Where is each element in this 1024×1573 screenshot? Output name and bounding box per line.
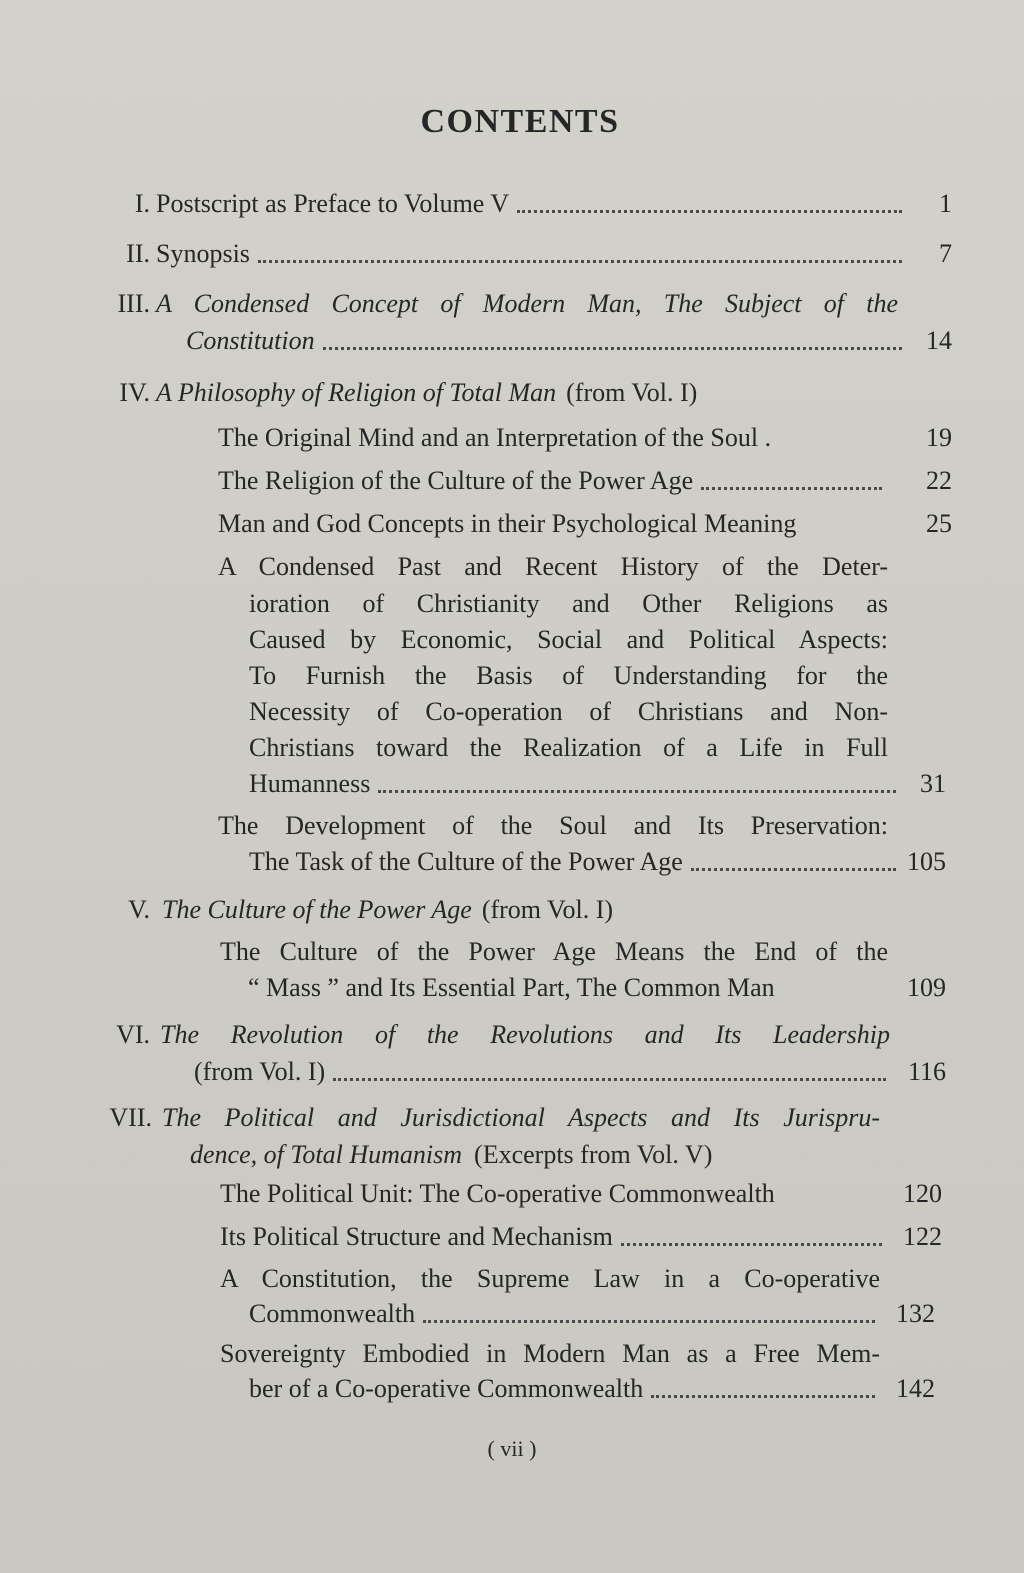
toc-subentry-cont [249, 658, 888, 694]
toc-subentry [220, 1176, 942, 1212]
subentry-title-line: Humanness [249, 769, 371, 798]
toc-subentry-cont [248, 970, 946, 1006]
subentry-title-line: A Condensed Past and Recent History of the Deter- [218, 552, 888, 581]
entry-number: IV. [119, 378, 150, 407]
entry-number: VI. [116, 1020, 150, 1049]
subentry-title-line: The Culture of the Power Age Means the End of the [220, 937, 888, 966]
entry-note: (Excerpts from Vol. V) [474, 1140, 713, 1169]
subentry-title: Man and God Concepts in their Psychological Meaning [218, 509, 797, 538]
page-number: 19 [926, 423, 952, 452]
entry-title: The Culture of the Power Age [162, 895, 472, 924]
dot-leader [517, 210, 902, 213]
dot-leader [691, 868, 896, 871]
toc-entry-vi [100, 1017, 890, 1053]
entry-title: A Philosophy of Religion of Total Man [156, 378, 557, 407]
subentry-title: The Political Unit: The Co-operative Commonwealth [220, 1179, 775, 1208]
toc-subentry [220, 1336, 880, 1372]
toc-subentry [218, 808, 888, 844]
subentry-title: The Religion of the Culture of the Power Age [218, 466, 694, 495]
toc-subentry-cont [249, 1371, 935, 1407]
dot-leader [378, 790, 896, 793]
page-number: 31 [920, 769, 946, 798]
subentry-title: Its Political Structure and Mechanism [220, 1222, 613, 1251]
entry-title-line: A Condensed Concept of Modern Man, The Subject of the [156, 289, 898, 318]
subentry-title-line: “ Mass ” and Its Essential Part, The Common Man [248, 973, 775, 1002]
page-title: CONTENTS [420, 103, 620, 140]
toc-entry-i [100, 186, 952, 222]
entry-note: (from Vol. I) [481, 895, 614, 924]
page-number: 105 [907, 847, 946, 876]
toc-entry-ii [100, 236, 952, 272]
subentry-title-line: Commonwealth [249, 1299, 416, 1328]
toc-subentry-cont [249, 694, 888, 730]
page-number: 142 [896, 1374, 935, 1403]
toc-entry-vii-cont [190, 1137, 890, 1173]
subentry-title-line: ioration of Christianity and Other Religions as [249, 589, 888, 618]
toc-subentry-cont [249, 622, 888, 658]
subentry-title-line: Christians toward the Realization of a Life in Full [249, 733, 888, 762]
page-number: 116 [907, 1057, 946, 1086]
subentry-title-line: To Furnish the Basis of Understanding for the [249, 661, 888, 690]
page-number: 22 [926, 466, 952, 495]
dot-leader [651, 1395, 875, 1398]
toc-subentry-cont [249, 1296, 935, 1332]
entry-title-line: The Revolution of the Revolutions and Its Leadership [160, 1020, 890, 1049]
page-number: 109 [907, 973, 946, 1002]
dot-leader [701, 487, 882, 490]
subentry-title-line: ber of a Co-operative Commonwealth [249, 1374, 644, 1403]
toc-subentry [218, 506, 952, 542]
dot-leader [333, 1078, 886, 1081]
dot-leader [323, 347, 902, 350]
page-number: 14 [926, 326, 952, 355]
dot-leader [423, 1320, 875, 1323]
subentry-title-line: Necessity of Co-operation of Christians and Non- [249, 697, 888, 726]
toc-subentry [220, 934, 888, 970]
page-number: 120 [903, 1179, 942, 1208]
subentry-title-line: A Constitution, the Supreme Law in a Co-operative [220, 1264, 880, 1293]
subentry-title-line: The Task of the Culture of the Power Age [249, 847, 683, 876]
toc-subentry [218, 463, 952, 499]
toc-entry-vii [96, 1100, 880, 1136]
page-number: 25 [926, 509, 952, 538]
entry-note: (from Vol. I) [566, 378, 698, 407]
page-folio: ( vii ) [487, 1436, 537, 1461]
entry-number: V. [128, 895, 150, 924]
entry-number: VII. [109, 1103, 152, 1132]
entry-number: III. [117, 289, 150, 318]
entry-number: II. [126, 239, 150, 268]
subentry-title-line: The Development of the Soul and Its Preservation: [218, 811, 888, 840]
toc-entry-iii-cont [186, 323, 952, 359]
toc-entry-vi-cont [194, 1054, 946, 1090]
toc-subentry-cont [249, 766, 946, 802]
entry-title-line: dence, of Total Humanism [190, 1140, 463, 1169]
dot-leader [258, 260, 902, 263]
toc-subentry [218, 420, 952, 456]
toc-subentry-cont [249, 844, 946, 880]
entry-number: I. [134, 189, 150, 218]
toc-subentry [218, 549, 888, 585]
toc-subentry [220, 1261, 880, 1297]
dot-leader [621, 1243, 882, 1246]
page-number: 1 [939, 189, 952, 218]
entry-title-line: The Political and Jurisdictional Aspects and Its Jurispru- [162, 1103, 880, 1132]
toc-subentry-cont [249, 586, 888, 622]
page-number: 122 [903, 1222, 942, 1251]
subentry-title: The Original Mind and an Interpretation of the Soul . [218, 423, 772, 452]
toc-subentry [220, 1219, 942, 1255]
toc-entry-iv [100, 375, 952, 411]
subentry-title-line: Caused by Economic, Social and Political Aspects: [249, 625, 888, 654]
toc-entry-iii [100, 286, 952, 322]
entry-title-line: (from Vol. I) [194, 1057, 326, 1086]
page-number: 7 [939, 239, 952, 268]
entry-title: Postscript as Preface to Volume V [156, 189, 510, 218]
entry-title: Synopsis [156, 239, 250, 268]
toc-subentry-cont [249, 730, 888, 766]
subentry-title-line: Sovereignty Embodied in Modern Man as a Free Mem- [220, 1339, 880, 1368]
page-number: 132 [896, 1299, 935, 1328]
entry-title-line: Constitution [186, 326, 315, 355]
toc-entry-v [106, 892, 952, 928]
